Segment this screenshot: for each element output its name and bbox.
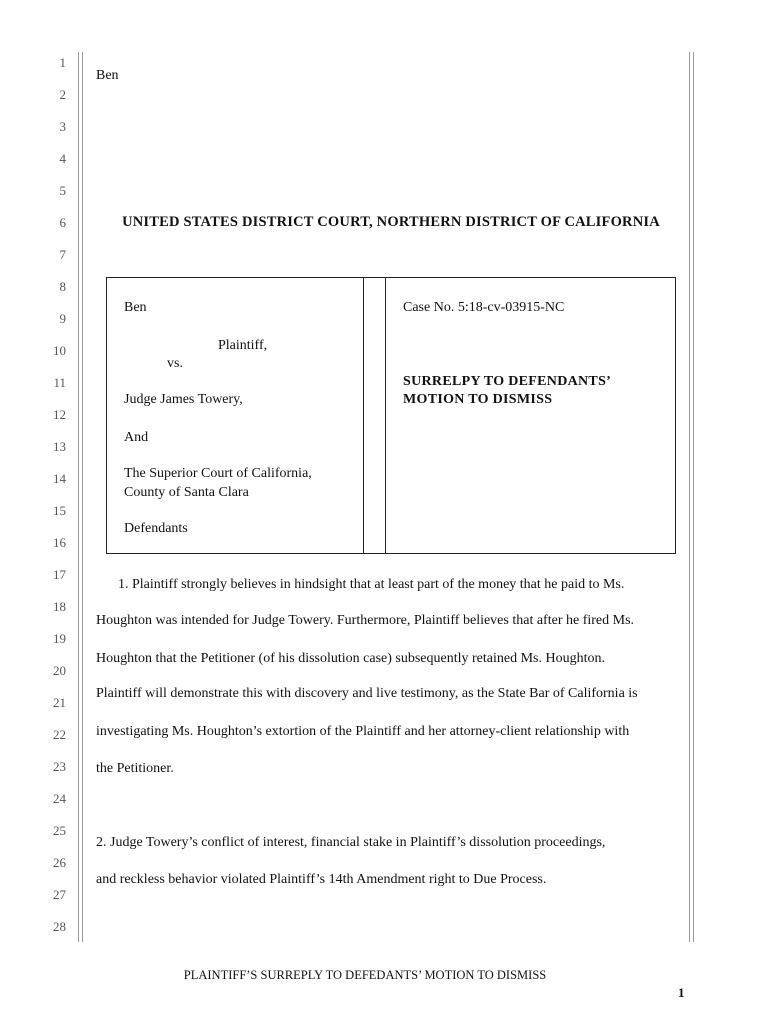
line-number: 28: [53, 919, 66, 934]
line-number: 21: [53, 695, 66, 710]
line-number: 25: [53, 823, 66, 838]
caption-divider: [385, 278, 386, 553]
line-number: 17: [53, 567, 66, 582]
page-footer-title: PLAINTIFF’S SURREPLY TO DEFEDANTS’ MOTION TO DISMISS: [183, 968, 547, 982]
court-title: UNITED STATES DISTRICT COURT, NORTHERN DISTRICT OF CALIFORNIA: [122, 214, 660, 230]
defendant-judge: Judge James Towery,: [124, 392, 243, 407]
line-number: 12: [53, 407, 66, 422]
plaintiff-label: Plaintiff,: [218, 338, 268, 353]
defendant-court-line2: County of Santa Clara: [124, 485, 249, 500]
author-name: Ben: [96, 68, 119, 83]
line-number: 5: [59, 183, 66, 198]
line-number: 2: [59, 87, 66, 102]
line-number: 27: [53, 887, 66, 902]
line-number: 10: [53, 343, 66, 358]
caption-divider: [363, 278, 364, 553]
paragraph-1-line: Plaintiff will demonstrate this with discovery and live testimony, as the State Bar of California is: [96, 686, 638, 701]
line-number: 1: [59, 55, 66, 70]
defendants-label: Defendants: [124, 521, 188, 536]
line-number: 19: [53, 631, 66, 646]
paragraph-1-line: Houghton was intended for Judge Towery. Furthermore, Plaintiff believes that after he fired Ms.: [96, 613, 635, 628]
line-number: 23: [53, 759, 66, 774]
paragraph-2-line: 2. Judge Towery’s conflict of interest, financial stake in Plaintiff’s dissolution proceedings,: [96, 835, 606, 850]
line-number: 18: [53, 599, 66, 614]
and-label: And: [124, 430, 149, 445]
paragraph-1-line: 1. Plaintiff strongly believes in hindsight that at least part of the money that he paid to Ms.: [118, 577, 625, 592]
line-number: 13: [53, 439, 66, 454]
line-number: 20: [53, 663, 66, 678]
line-number: 4: [59, 151, 66, 166]
line-number: 26: [53, 855, 66, 870]
paragraph-1-line: the Petitioner.: [96, 761, 174, 776]
line-number: 22: [53, 727, 66, 742]
right-margin-rule: [689, 52, 690, 942]
case-caption-table: [106, 277, 676, 554]
line-number: 8: [59, 279, 66, 294]
line-number: 16: [53, 535, 66, 550]
case-number: Case No. 5:18-cv-03915-NC: [403, 300, 565, 315]
document-title-line1: SURRELPY TO DEFENDANTS’: [403, 374, 612, 389]
line-number: 6: [59, 215, 66, 230]
left-margin-rule: [78, 52, 79, 942]
line-number: 11: [53, 375, 66, 390]
defendant-court-line1: The Superior Court of California,: [124, 466, 312, 481]
line-number: 3: [59, 119, 66, 134]
line-number: 7: [59, 247, 66, 262]
right-margin-rule: [693, 52, 694, 942]
document-title-line2: MOTION TO DISMISS: [403, 392, 553, 407]
paragraph-2-line: and reckless behavior violated Plaintiff’s 14th Amendment right to Due Process.: [96, 872, 547, 887]
versus-label: vs.: [167, 356, 183, 371]
line-number: 9: [59, 311, 66, 326]
paragraph-1-line: investigating Ms. Houghton’s extortion of the Plaintiff and her attorney-client relationship with: [96, 724, 630, 739]
left-margin-rule: [82, 52, 83, 942]
line-number: 24: [53, 791, 66, 806]
paragraph-1-line: Houghton that the Petitioner (of his dissolution case) subsequently retained Ms. Houghton.: [96, 651, 605, 666]
plaintiff-name: Ben: [124, 300, 147, 315]
line-number: 14: [53, 471, 66, 486]
page-number: 1: [678, 985, 685, 1000]
line-number: 15: [53, 503, 66, 518]
